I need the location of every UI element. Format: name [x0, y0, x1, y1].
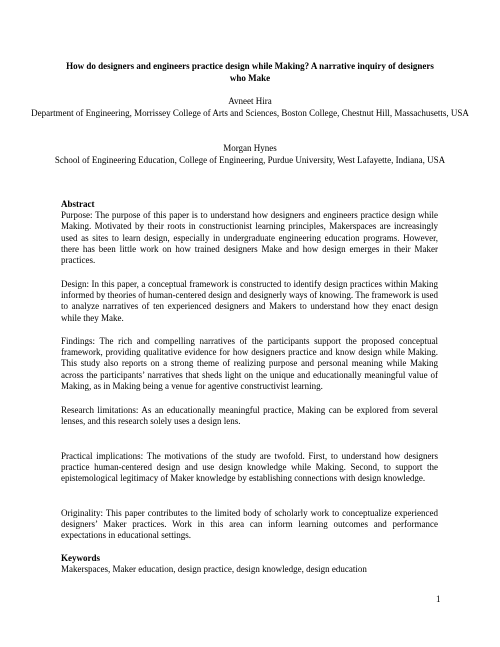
author-block-1 [28, 96, 472, 119]
paper-title: How do designers and engineers practice design while Making? A narrative inquiry of designers who Make [66, 61, 434, 83]
abstract-limitations: Research limitations: As an educationally meaningful practice, Making can be explored from several lenses, and this research solely uses a design lens. [61, 405, 438, 427]
keywords-section [61, 553, 438, 575]
abstract-implications-section [61, 451, 438, 485]
abstract-limitations-section [61, 405, 438, 427]
keywords-heading: Keywords [61, 553, 100, 563]
abstract-design-section [61, 279, 438, 324]
abstract-design: Design: In this paper, a conceptual framework is constructed to identify design practices within Making informed by theories of human-centered design and designerly ways of knowing. The framework is used to analyze narratives of ten experienced designers and Makers to understand how they enact design while they Make. [61, 279, 438, 323]
page-number: 1 [436, 594, 441, 604]
keywords-text: Makerspaces, Maker education, design practice, design knowledge, design education [61, 564, 367, 575]
author-name: Morgan Hynes [223, 143, 277, 153]
abstract-findings-section [61, 336, 438, 392]
abstract-purpose: Purpose: The purpose of this paper is to understand how designers and engineers practice design while Making. Motivated by their roots in constructionist learning principles, Makerspaces are increasingly used as sites to learn design, especially in undergraduate engineering education programs. However, there has been little work on how trained designers Make and how design emerges in their Maker practices. [61, 210, 438, 266]
author-affiliation: Department of Engineering, Morrissey College of Arts and Sciences, Boston College, Chestnut Hill, Massachusetts, USA [31, 107, 469, 118]
abstract-implications: Practical implications: The motivations of the study are twofold. First, to understand how designers practice human-centered design and use design knowledge while Making. Second, to support the epistemological legitimacy of Maker knowledge by establishing connections with design knowledge. [61, 451, 438, 484]
abstract-findings: Findings: The rich and compelling narratives of the participants support the proposed conceptual framework, providing qualitative evidence for how designers practice and know design while Making. This study also reports on a strong theme of realizing purpose and personal meaning while Making across the participants’ narratives that sheds light on the unique and educationally meaningful value of Making, as in Making being a venue for agentive constructivist learning. [61, 336, 438, 391]
author-name: Avneet Hira [228, 96, 272, 106]
author-affiliation: School of Engineering Education, College of Engineering, Purdue University, West Lafayette, Indiana, USA [54, 154, 446, 165]
author-block-2 [28, 143, 472, 166]
abstract-heading: Abstract [61, 199, 95, 209]
abstract-section [61, 199, 438, 266]
abstract-originality-section [61, 508, 438, 542]
abstract-originality: Originality: This paper contributes to the limited body of scholarly work to conceptualize experienced designers’ Maker practices. Work in this area can inform learning outcomes and performance expectations in educational settings. [61, 508, 438, 541]
